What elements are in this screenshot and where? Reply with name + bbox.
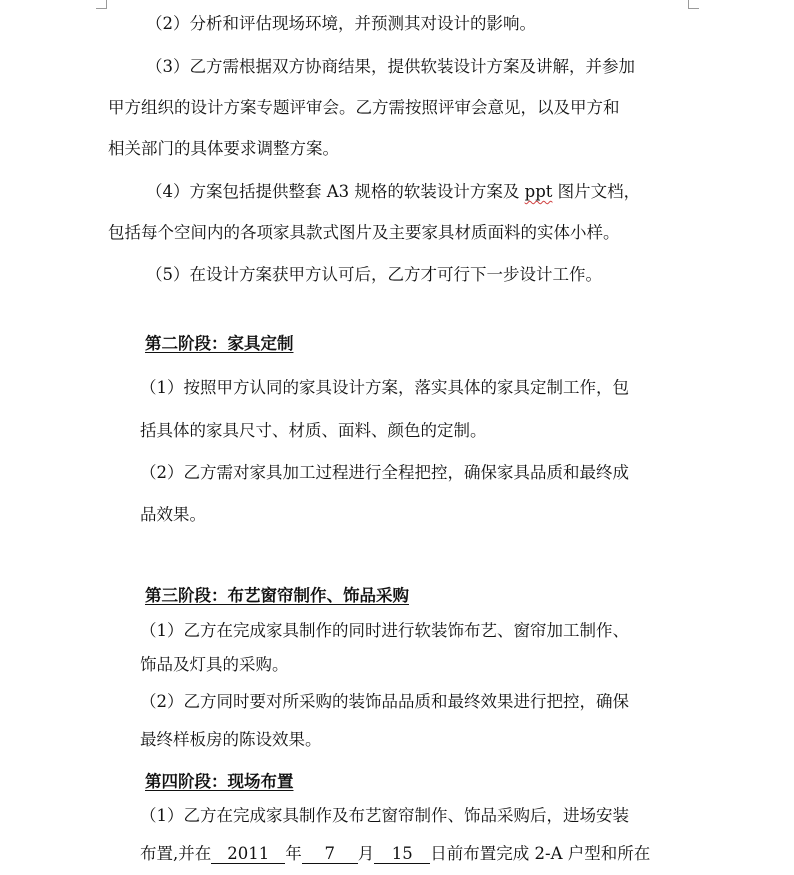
paragraph-line: 括具体的家具尺寸、材质、面料、颜色的定制。	[140, 421, 487, 440]
line-text: 月	[357, 844, 375, 863]
paragraph-line: （1）乙方在完成家具制作的同时进行软装饰布艺、窗帘加工制作、	[140, 621, 629, 640]
paragraph-line-with-date	[140, 843, 650, 865]
paragraph-line: 甲方组织的设计方案专题评审会。乙方需按照评审会意见，以及甲方和	[108, 98, 620, 117]
paragraph-line: 相关部门的具体要求调整方案。	[108, 139, 339, 158]
paragraph-line: （2）乙方需对家具加工过程进行全程把控，确保家具品质和最终成	[140, 463, 629, 482]
paragraph-line: （2）分析和评估现场环境，并预测其对设计的影响。	[146, 14, 536, 33]
page-corner-mark-right	[688, 0, 699, 9]
spellcheck-word: ppt	[524, 182, 553, 201]
paragraph-line: 包括每个空间内的各项家具款式图片及主要家具材质面料的实体小样。	[108, 223, 620, 242]
paragraph-line	[146, 181, 640, 203]
month-blank: 7	[302, 845, 358, 864]
line-text: 日前布置完成 2-A 户型和所在	[430, 844, 651, 863]
line-text: 布置,并在	[140, 844, 212, 863]
paragraph-line: （1）乙方在完成家具制作及布艺窗帘制作、饰品采购后，进场安装	[140, 806, 629, 825]
paragraph-line: 最终样板房的陈设效果。	[140, 730, 322, 749]
paragraph-line: （5）在设计方案获甲方认可后，乙方才可行下一步设计工作。	[146, 265, 602, 284]
paragraph-line: （2）乙方同时要对所采购的装饰品品质和最终效果进行把控，确保	[140, 692, 629, 711]
section-heading-stage-3: 第三阶段：布艺窗帘制作、饰品采购	[145, 586, 409, 605]
day-blank: 15	[374, 845, 430, 864]
paragraph-line: 品效果。	[140, 505, 206, 524]
line-text: （4）方案包括提供整套 A3 规格的软装设计方案及	[146, 182, 525, 201]
year-blank: 2011	[211, 845, 285, 864]
page-corner-mark-left	[96, 0, 107, 9]
section-heading-stage-4: 第四阶段：现场布置	[145, 772, 294, 791]
section-heading-stage-2: 第二阶段：家具定制	[145, 334, 294, 353]
paragraph-line: 饰品及灯具的采购。	[140, 655, 289, 674]
paragraph-line: （3）乙方需根据双方协商结果，提供软装设计方案及讲解，并参加	[146, 57, 635, 76]
line-text: 图片文档，	[552, 182, 641, 201]
paragraph-line: （1）按照甲方认同的家具设计方案，落实具体的家具定制工作，包	[140, 378, 629, 397]
line-text: 年	[285, 844, 302, 863]
